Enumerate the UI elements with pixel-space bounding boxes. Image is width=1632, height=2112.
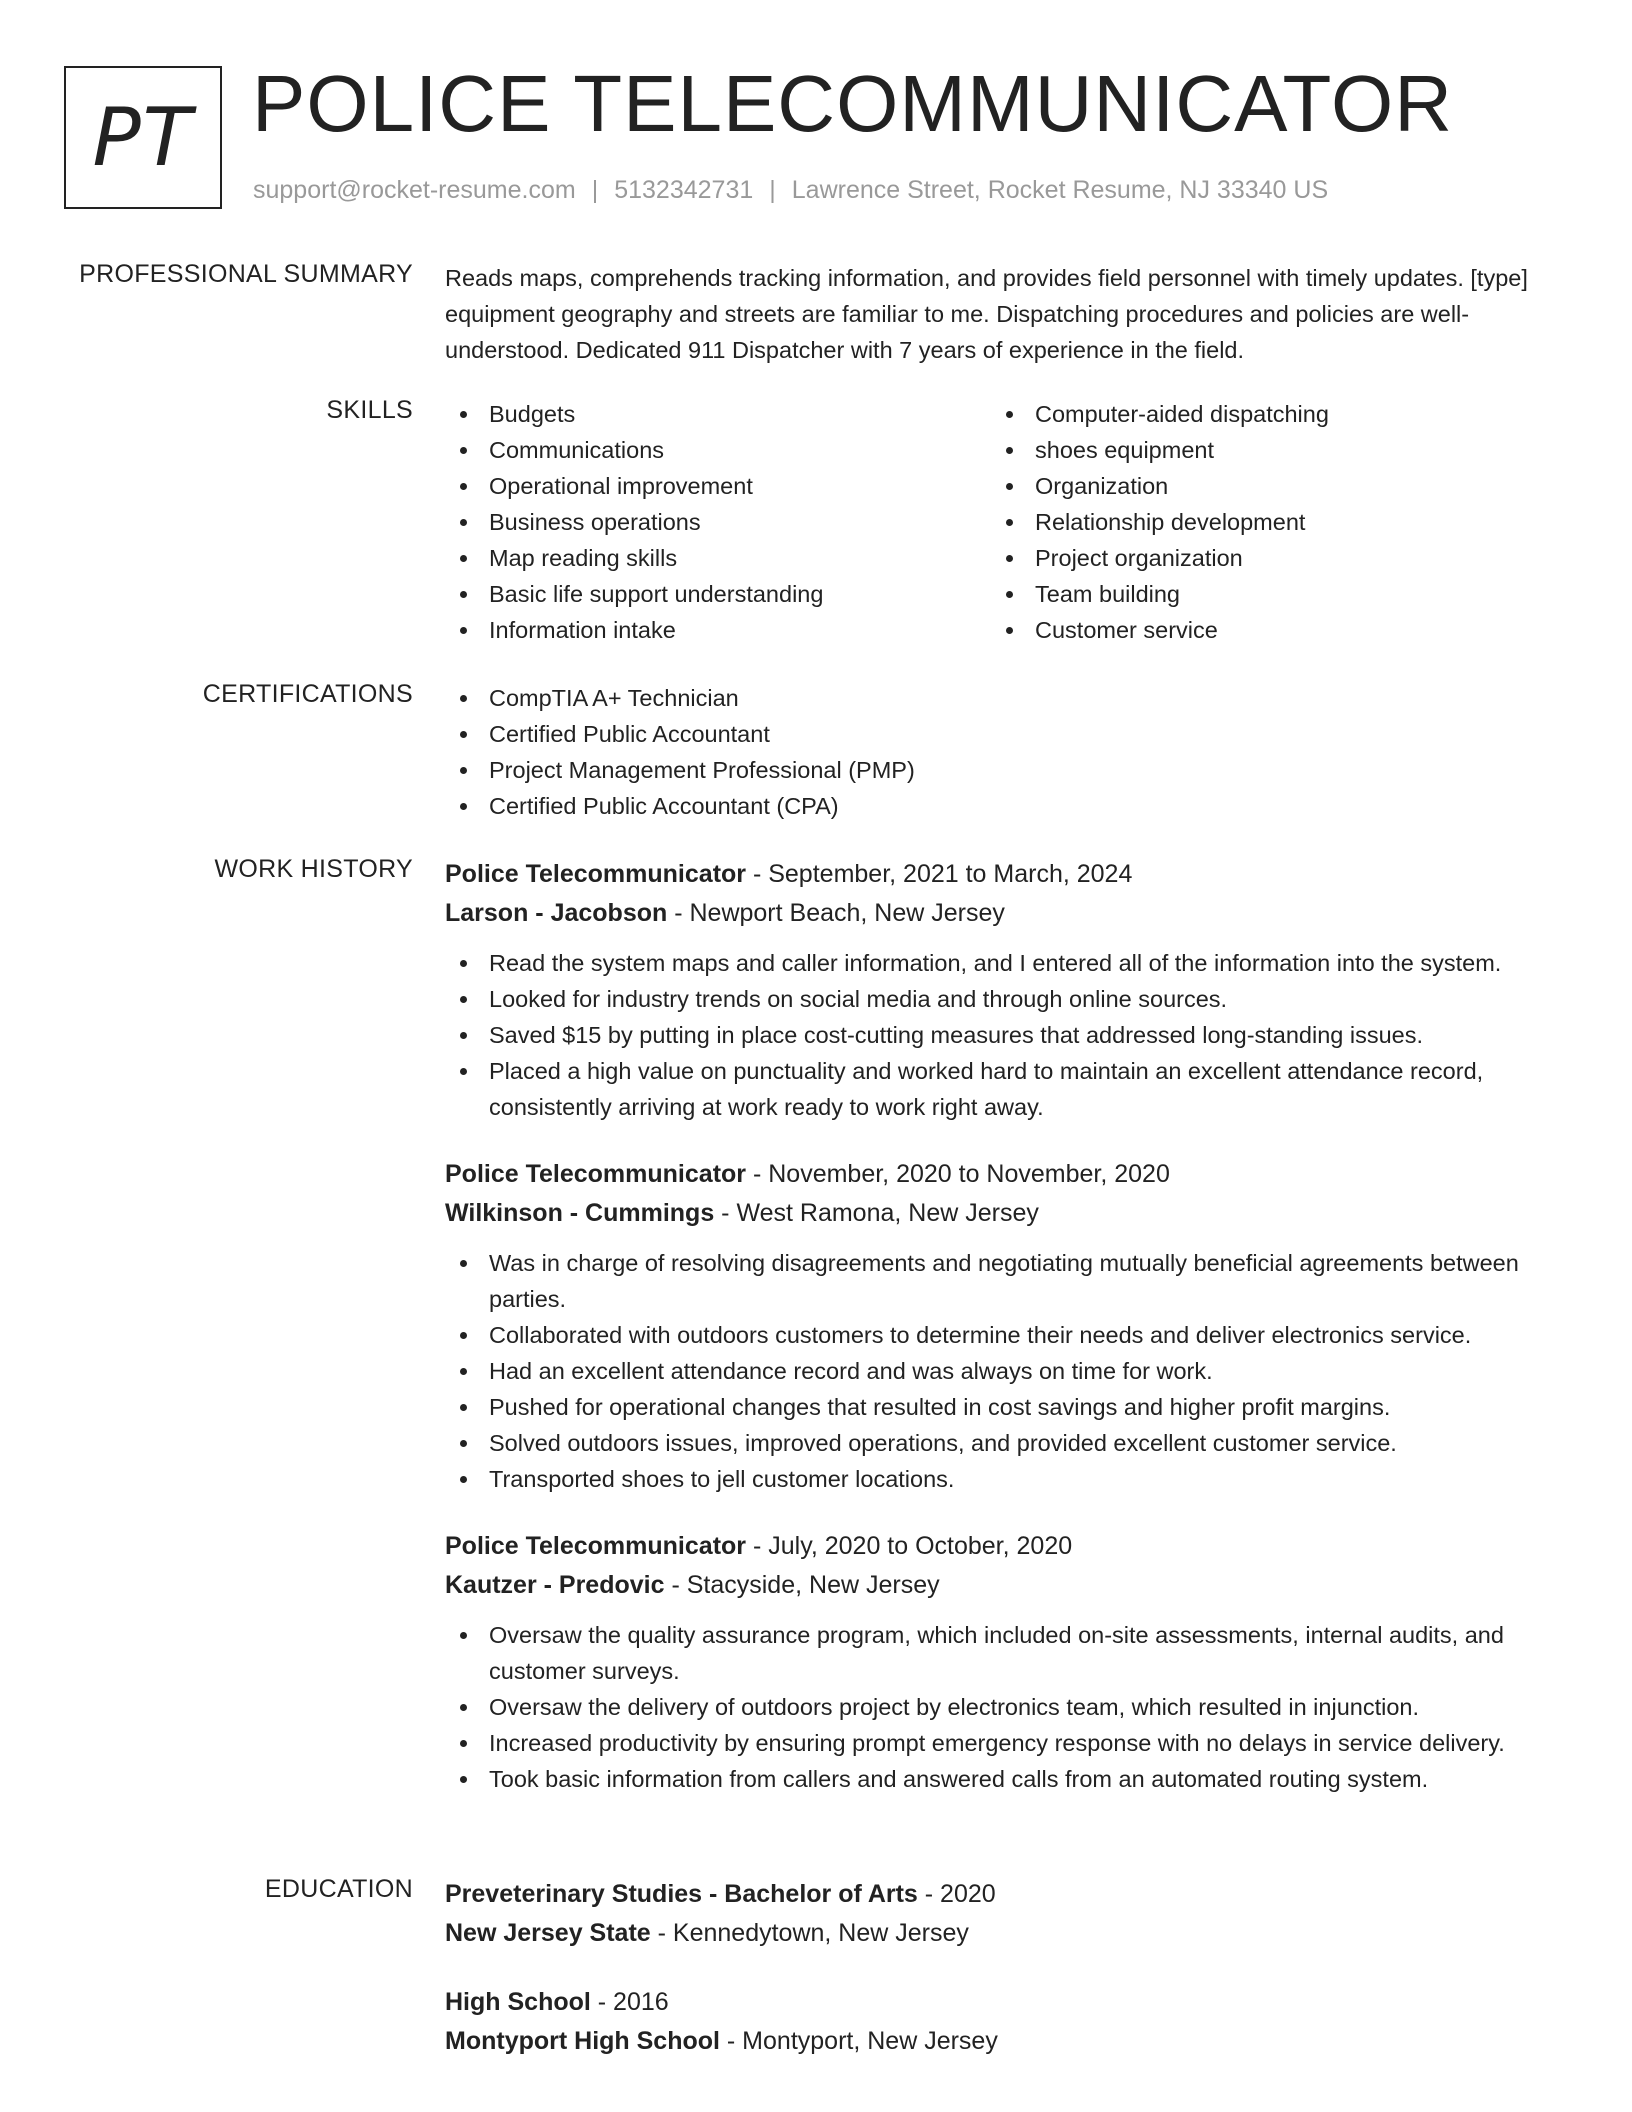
skill-item: Team building: [991, 576, 1537, 612]
job-title-line: [445, 855, 1575, 894]
job-bullet: Was in charge of resolving disagreements and negotiating mutually beneficial agreements between parties.: [445, 1245, 1575, 1317]
job-company-line: [445, 894, 1575, 933]
education-location: - Kennedytown, New Jersey: [650, 1919, 969, 1947]
contact-address: Lawrence Street, Rocket Resume, NJ 33340 US: [791, 176, 1329, 204]
contact-separator: |: [591, 176, 599, 204]
job-dates: - November, 2020 to November, 2020: [746, 1160, 1170, 1188]
certification-item: Project Management Professional (PMP): [445, 752, 1575, 788]
initials-text: PT: [92, 91, 194, 184]
job-title: Police Telecommunicator: [445, 1160, 747, 1188]
skill-item: Business operations: [445, 504, 991, 540]
certification-item: CompTIA A+ Technician: [445, 680, 1575, 716]
education-body: [445, 1875, 1575, 2091]
job-bullets: [445, 1617, 1575, 1797]
education-school-line: [445, 2022, 1575, 2061]
job-location: - West Ramona, New Jersey: [714, 1199, 1039, 1227]
job-title-line: [445, 1527, 1575, 1566]
job-company-line: [445, 1566, 1575, 1605]
job-company: Wilkinson - Cummings: [445, 1199, 715, 1227]
skill-item: Information intake: [445, 612, 991, 648]
job-dates: - July, 2020 to October, 2020: [746, 1532, 1073, 1560]
section-label-summary: PROFESSIONAL SUMMARY: [79, 260, 413, 288]
skill-item: Budgets: [445, 396, 991, 432]
job-bullets: [445, 945, 1575, 1125]
education-degree: Preveterinary Studies - Bachelor of Arts: [445, 1880, 918, 1908]
education-school: New Jersey State: [445, 1919, 651, 1947]
job-bullet: Saved $15 by putting in place cost-cutting measures that addressed long-standing issues.: [445, 1017, 1575, 1053]
education-degree-line: [445, 1875, 1575, 1914]
skill-item: Relationship development: [991, 504, 1537, 540]
education-school-line: [445, 1914, 1575, 1953]
skill-item: shoes equipment: [991, 432, 1537, 468]
education-location: - Montyport, New Jersey: [719, 2027, 998, 2055]
job-location: - Newport Beach, New Jersey: [667, 899, 1005, 927]
job-bullet: Looked for industry trends on social media and through online sources.: [445, 981, 1575, 1017]
skill-item: Computer-aided dispatching: [991, 396, 1537, 432]
certifications-list: [445, 680, 1575, 824]
skill-item: Communications: [445, 432, 991, 468]
summary-text: Reads maps, comprehends tracking information, and provides field personnel with timely updates. [type] equipment geography and streets are familiar to me. Dispatching procedures and policies are well-understood. Dedicated 911 Dispatcher with 7 years of experience in the field.: [445, 265, 1528, 363]
job-bullet: Placed a high value on punctuality and worked hard to maintain an excellent attendance record, consistently arriving at work ready to work right away.: [445, 1053, 1575, 1125]
skill-item: Customer service: [991, 612, 1537, 648]
section-label-skills: SKILLS: [326, 396, 413, 424]
job-title: Police Telecommunicator: [445, 1532, 747, 1560]
education-school: Montyport High School: [445, 2027, 720, 2055]
job-title-line: [445, 1155, 1575, 1194]
section-label-work-history: WORK HISTORY: [214, 855, 413, 883]
section-label-certifications: CERTIFICATIONS: [202, 680, 413, 708]
job-company-line: [445, 1194, 1575, 1233]
work-history-body: [445, 855, 1575, 1827]
education-degree-line: [445, 1983, 1575, 2022]
skills-columns: [445, 396, 1575, 648]
skill-item: Map reading skills: [445, 540, 991, 576]
job-location: - Stacyside, New Jersey: [664, 1571, 940, 1599]
education-entry: [445, 1875, 1575, 1953]
contact-line: [253, 176, 1328, 205]
certification-item: Certified Public Accountant (CPA): [445, 788, 1575, 824]
job-bullet: Read the system maps and caller information, and I entered all of the information into the system.: [445, 945, 1575, 981]
job-bullet: Collaborated with outdoors customers to determine their needs and deliver electronics service.: [445, 1317, 1575, 1353]
job-entry: [445, 1527, 1575, 1797]
education-entry: [445, 1983, 1575, 2061]
job-bullet: Oversaw the quality assurance program, which included on-site assessments, internal audits, and customer surveys.: [445, 1617, 1575, 1689]
skill-item: Project organization: [991, 540, 1537, 576]
education-year: - 2016: [590, 1988, 669, 2016]
skills-list-left: [445, 396, 991, 648]
job-entry: [445, 1155, 1575, 1497]
job-title: Police Telecommunicator: [445, 860, 747, 888]
initials-monogram: [64, 66, 222, 209]
job-bullet: Solved outdoors issues, improved operations, and provided excellent customer service.: [445, 1425, 1575, 1461]
job-bullet: Oversaw the delivery of outdoors project by electronics team, which resulted in injunction.: [445, 1689, 1575, 1725]
job-bullet: Increased productivity by ensuring prompt emergency response with no delays in service delivery.: [445, 1725, 1575, 1761]
job-bullet: Pushed for operational changes that resulted in cost savings and higher profit margins.: [445, 1389, 1575, 1425]
job-entry: [445, 855, 1575, 1125]
education-year: - 2020: [917, 1880, 996, 1908]
section-label-education: EDUCATION: [264, 1875, 413, 1903]
skill-item: Organization: [991, 468, 1537, 504]
certifications-body: [445, 680, 1575, 824]
job-bullets: [445, 1245, 1575, 1497]
job-bullet: Took basic information from callers and answered calls from an automated routing system.: [445, 1761, 1575, 1797]
contact-separator: |: [769, 176, 776, 204]
job-company: Kautzer - Predovic: [445, 1571, 665, 1599]
skill-item: Basic life support understanding: [445, 576, 991, 612]
job-company: Larson - Jacobson: [445, 899, 668, 927]
certification-item: Certified Public Accountant: [445, 716, 1575, 752]
job-dates: - September, 2021 to March, 2024: [746, 860, 1133, 888]
job-bullet: Transported shoes to jell customer locations.: [445, 1461, 1575, 1497]
contact-phone: 5132342731: [614, 176, 754, 204]
skills-list-right: [991, 396, 1537, 648]
education-degree: High School: [445, 1988, 591, 2016]
skill-item: Operational improvement: [445, 468, 991, 504]
resume-name: POLICE TELECOMMUNICATOR: [252, 59, 1453, 148]
contact-email: support@rocket-resume.com: [253, 176, 576, 204]
job-bullet: Had an excellent attendance record and was always on time for work.: [445, 1353, 1575, 1389]
